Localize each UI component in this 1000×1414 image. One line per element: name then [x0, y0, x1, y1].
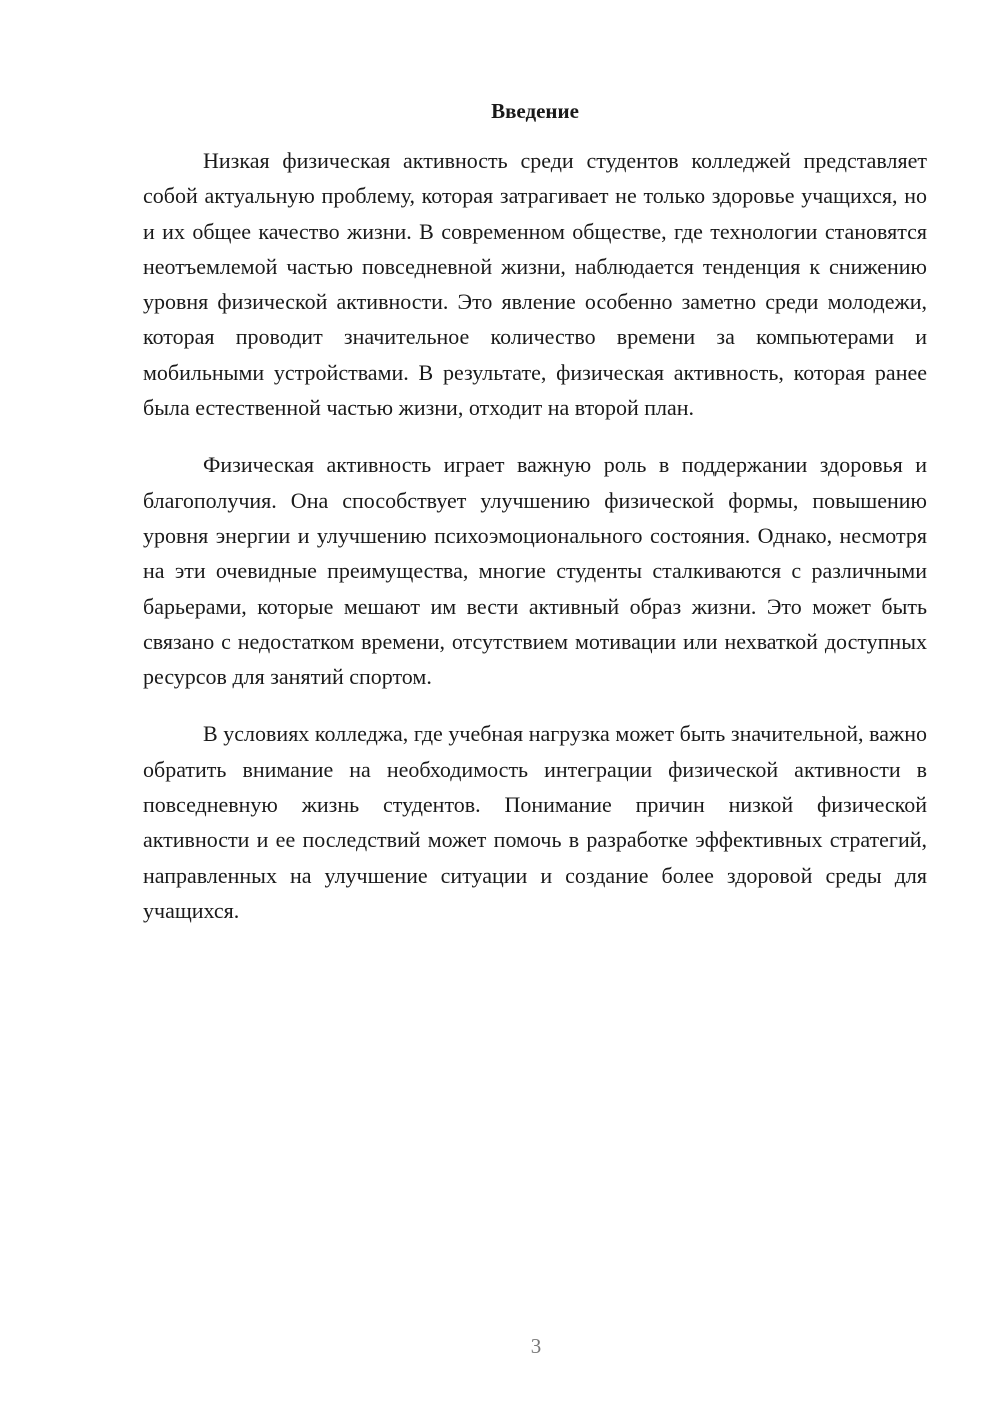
paragraph-1: Низкая физическая активность среди студентов колледжей представляет собой актуальную проблему, которая затрагивает не только здоровье учащихся, но и их общее качество жизни. В современном обществе, где технологии становятся неотъемлемой частью повседневной жизни, наблюдается тенденция к снижению уровня физической активности. Это явление особенно заметно среди молодежи, которая проводит значительное количество времени за компьютерами и мобильными устройствами. В результате, физическая активность, которая ранее была естественной частью жизни, отходит на второй план.: [143, 148, 927, 421]
body-text: [143, 143, 927, 950]
paragraph-2: Физическая активность играет важную роль в поддержании здоровья и благополучия. Она способствует улучшению физической формы, повышению уровня энергии и улучшению психоэмоционального состояния. Однако, несмотря на эти очевидные преимущества, многие студенты сталкиваются с различными барьерами, которые мешают им вести активный образ жизни. Это может быть связано с недостатком времени, отсутствием мотивации или нехваткой доступных ресурсов для занятий спортом.: [143, 452, 927, 690]
paragraph-3: В условиях колледжа, где учебная нагрузка может быть значительной, важно обратить внимание на необходимость интеграции физической активности в повседневную жизнь студентов. Понимание причин низкой физической активности и ее последствий может помочь в разработке эффективных стратегий, направленных на улучшение ситуации и создание более здоровой среды для учащихся.: [143, 721, 927, 923]
page-number: 3: [530, 1334, 542, 1358]
page-title: Введение: [491, 99, 579, 123]
